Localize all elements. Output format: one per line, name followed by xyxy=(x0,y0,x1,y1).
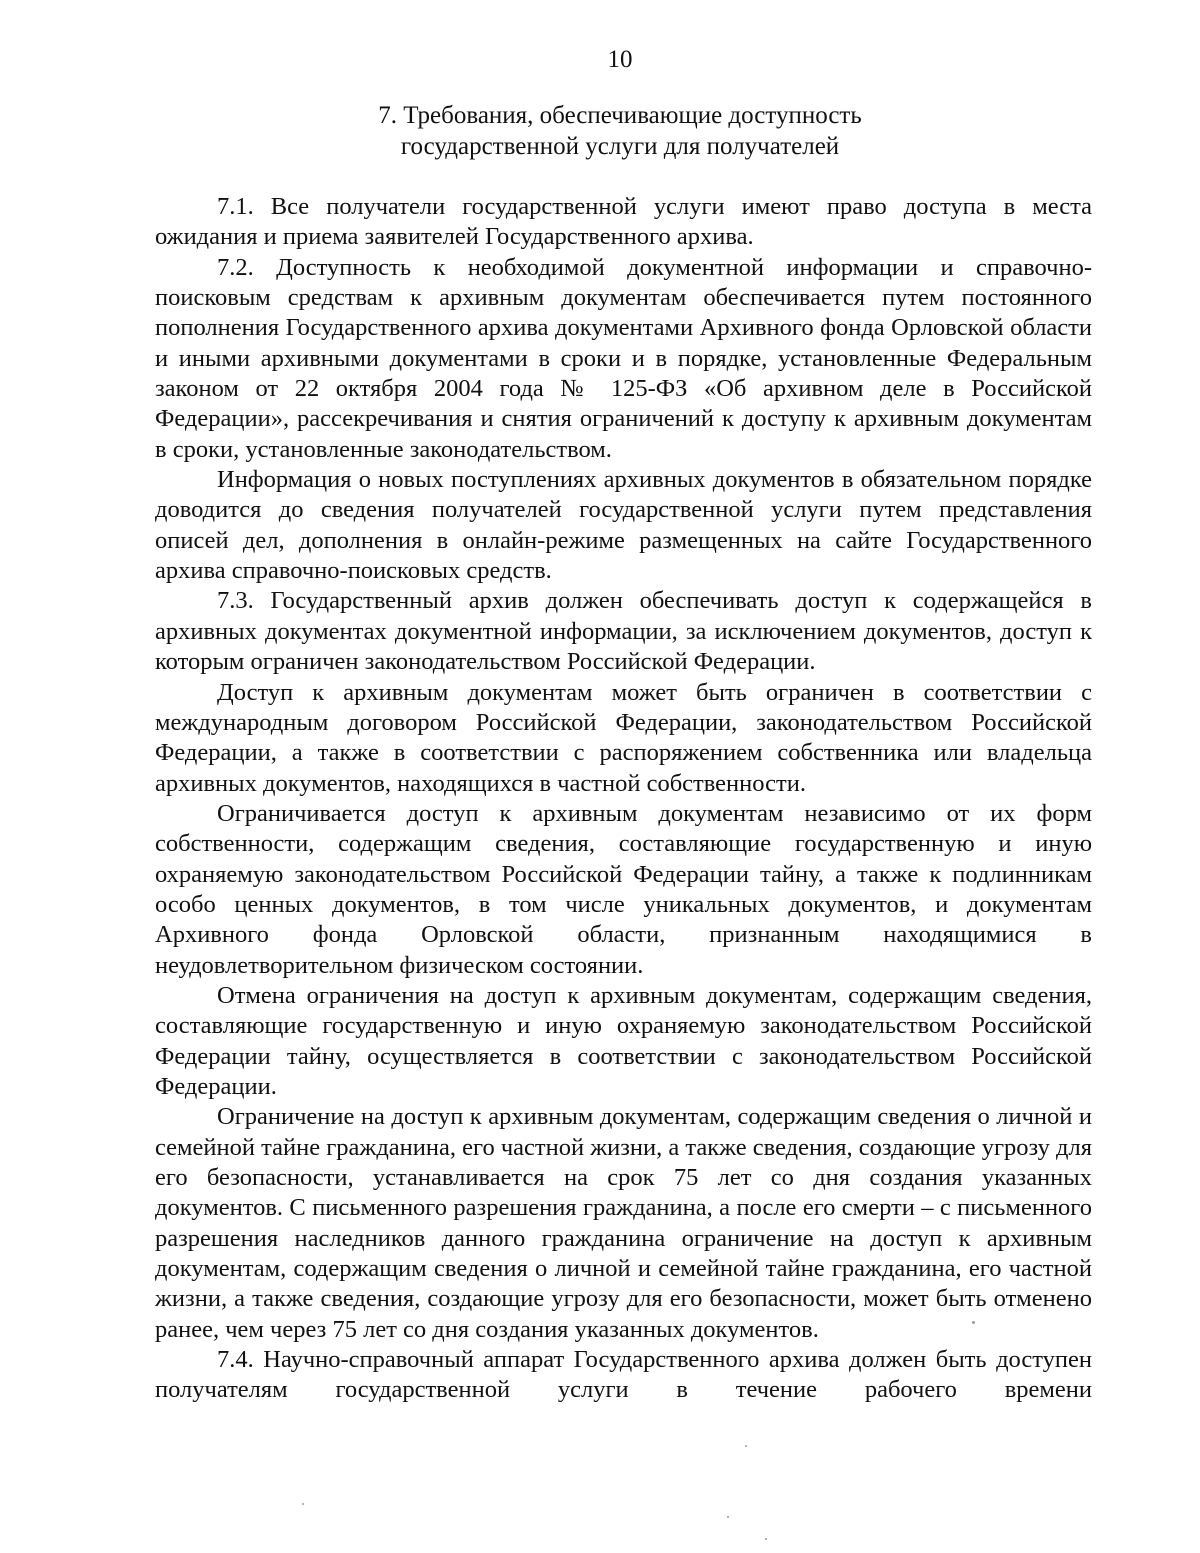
document-body xyxy=(155,192,1092,1406)
paragraph-access-restriction: Доступ к архивным документам может быть ограничен в соответствии с международным договором Российской Федерации, законодательством Российской Федерации, а также в соответствии с распоряжением собственника или владельца архивных документов, находящихся в частной собственности. xyxy=(155,678,1092,797)
paragraph-new-acquisitions: Информация о новых поступлениях архивных документов в обязательном порядке доводится до сведения получателей государственной услуги путем представления описей дел, дополнения в онлайн-режиме размещенных на сайте Государственного архива справочно-поисковых средств. xyxy=(155,466,1092,585)
paragraph-7-4: 7.4. Научно-справочный аппарат Государственного архива должен быть доступен получателям государственной услуги в течение рабочего времени xyxy=(155,1346,1092,1404)
scan-speck xyxy=(727,1516,729,1518)
paragraph-restricted-documents: Ограничивается доступ к архивным документам независимо от их форм собственности, содержащим сведения, составляющие государственную и иную охраняемую законодательством Российской Федерации тайну, а также к подлинникам особо ценных документов, в том числе уникальных документов, и документам Архивного фонда Орловской области, признанным находящимися в неудовлетворительном физическом состоянии. xyxy=(155,799,1092,979)
scan-speck xyxy=(972,1321,975,1324)
paragraph-7-1: 7.1. Все получатели государственной услуги имеют право доступа в места ожидания и приема заявителей Государственного архива. xyxy=(155,193,1092,251)
section-title-line-2: государственной услуги для получателей xyxy=(400,133,840,160)
scan-speck xyxy=(302,1503,304,1505)
scan-speck xyxy=(745,1445,747,1447)
section-title-line-1: 7. Требования, обеспечивающие доступность xyxy=(378,102,862,129)
scan-speck xyxy=(765,1538,767,1540)
page-number: 10 xyxy=(607,46,633,73)
section-title xyxy=(0,100,1200,162)
paragraph-personal-secret: Ограничение на доступ к архивным документам, содержащим сведения о личной и семейной тайне гражданина, его частной жизни, а также сведения, создающие угрозу для его безопасности, устанавливается на срок 75 лет со дня создания указанных документов. С письменного разрешения гражданина, а после его смерти – с письменного разрешения наследников данного гражданина ограничение на доступ к архивным документам, содержащим сведения о личной и семейной тайне гражданина, его частной жизни, а также сведения, создающие угрозу для его безопасности, может быть отменено ранее, чем через 75 лет со дня создания указанных документов. xyxy=(155,1103,1092,1343)
paragraph-7-2: 7.2. Доступность к необходимой документной информации и справочно-поисковым средствам к архивным документам обеспечивается путем постоянного пополнения Государственного архива документами Архивного фонда Орловской области и иными архивными документами в сроки и в порядке, установленные Федеральным законом от 22 октября 2004 года № 125-ФЗ «Об архивном деле в Российской Федерации», рассекречивания и снятия ограничений к доступу к архивным документам в сроки, установленные законодательством. xyxy=(155,253,1092,463)
paragraph-7-3: 7.3. Государственный архив должен обеспечивать доступ к содержащейся в архивных документах документной информации, за исключением документов, доступ к которым ограничен законодательством Российской Федерации. xyxy=(155,587,1092,676)
paragraph-restriction-cancel: Отмена ограничения на доступ к архивным документам, содержащим сведения, составляющие государственную и иную охраняемую законодательством Российской Федерации тайну, осуществляется в соответствии с законодательством Российской Федерации. xyxy=(155,981,1092,1100)
